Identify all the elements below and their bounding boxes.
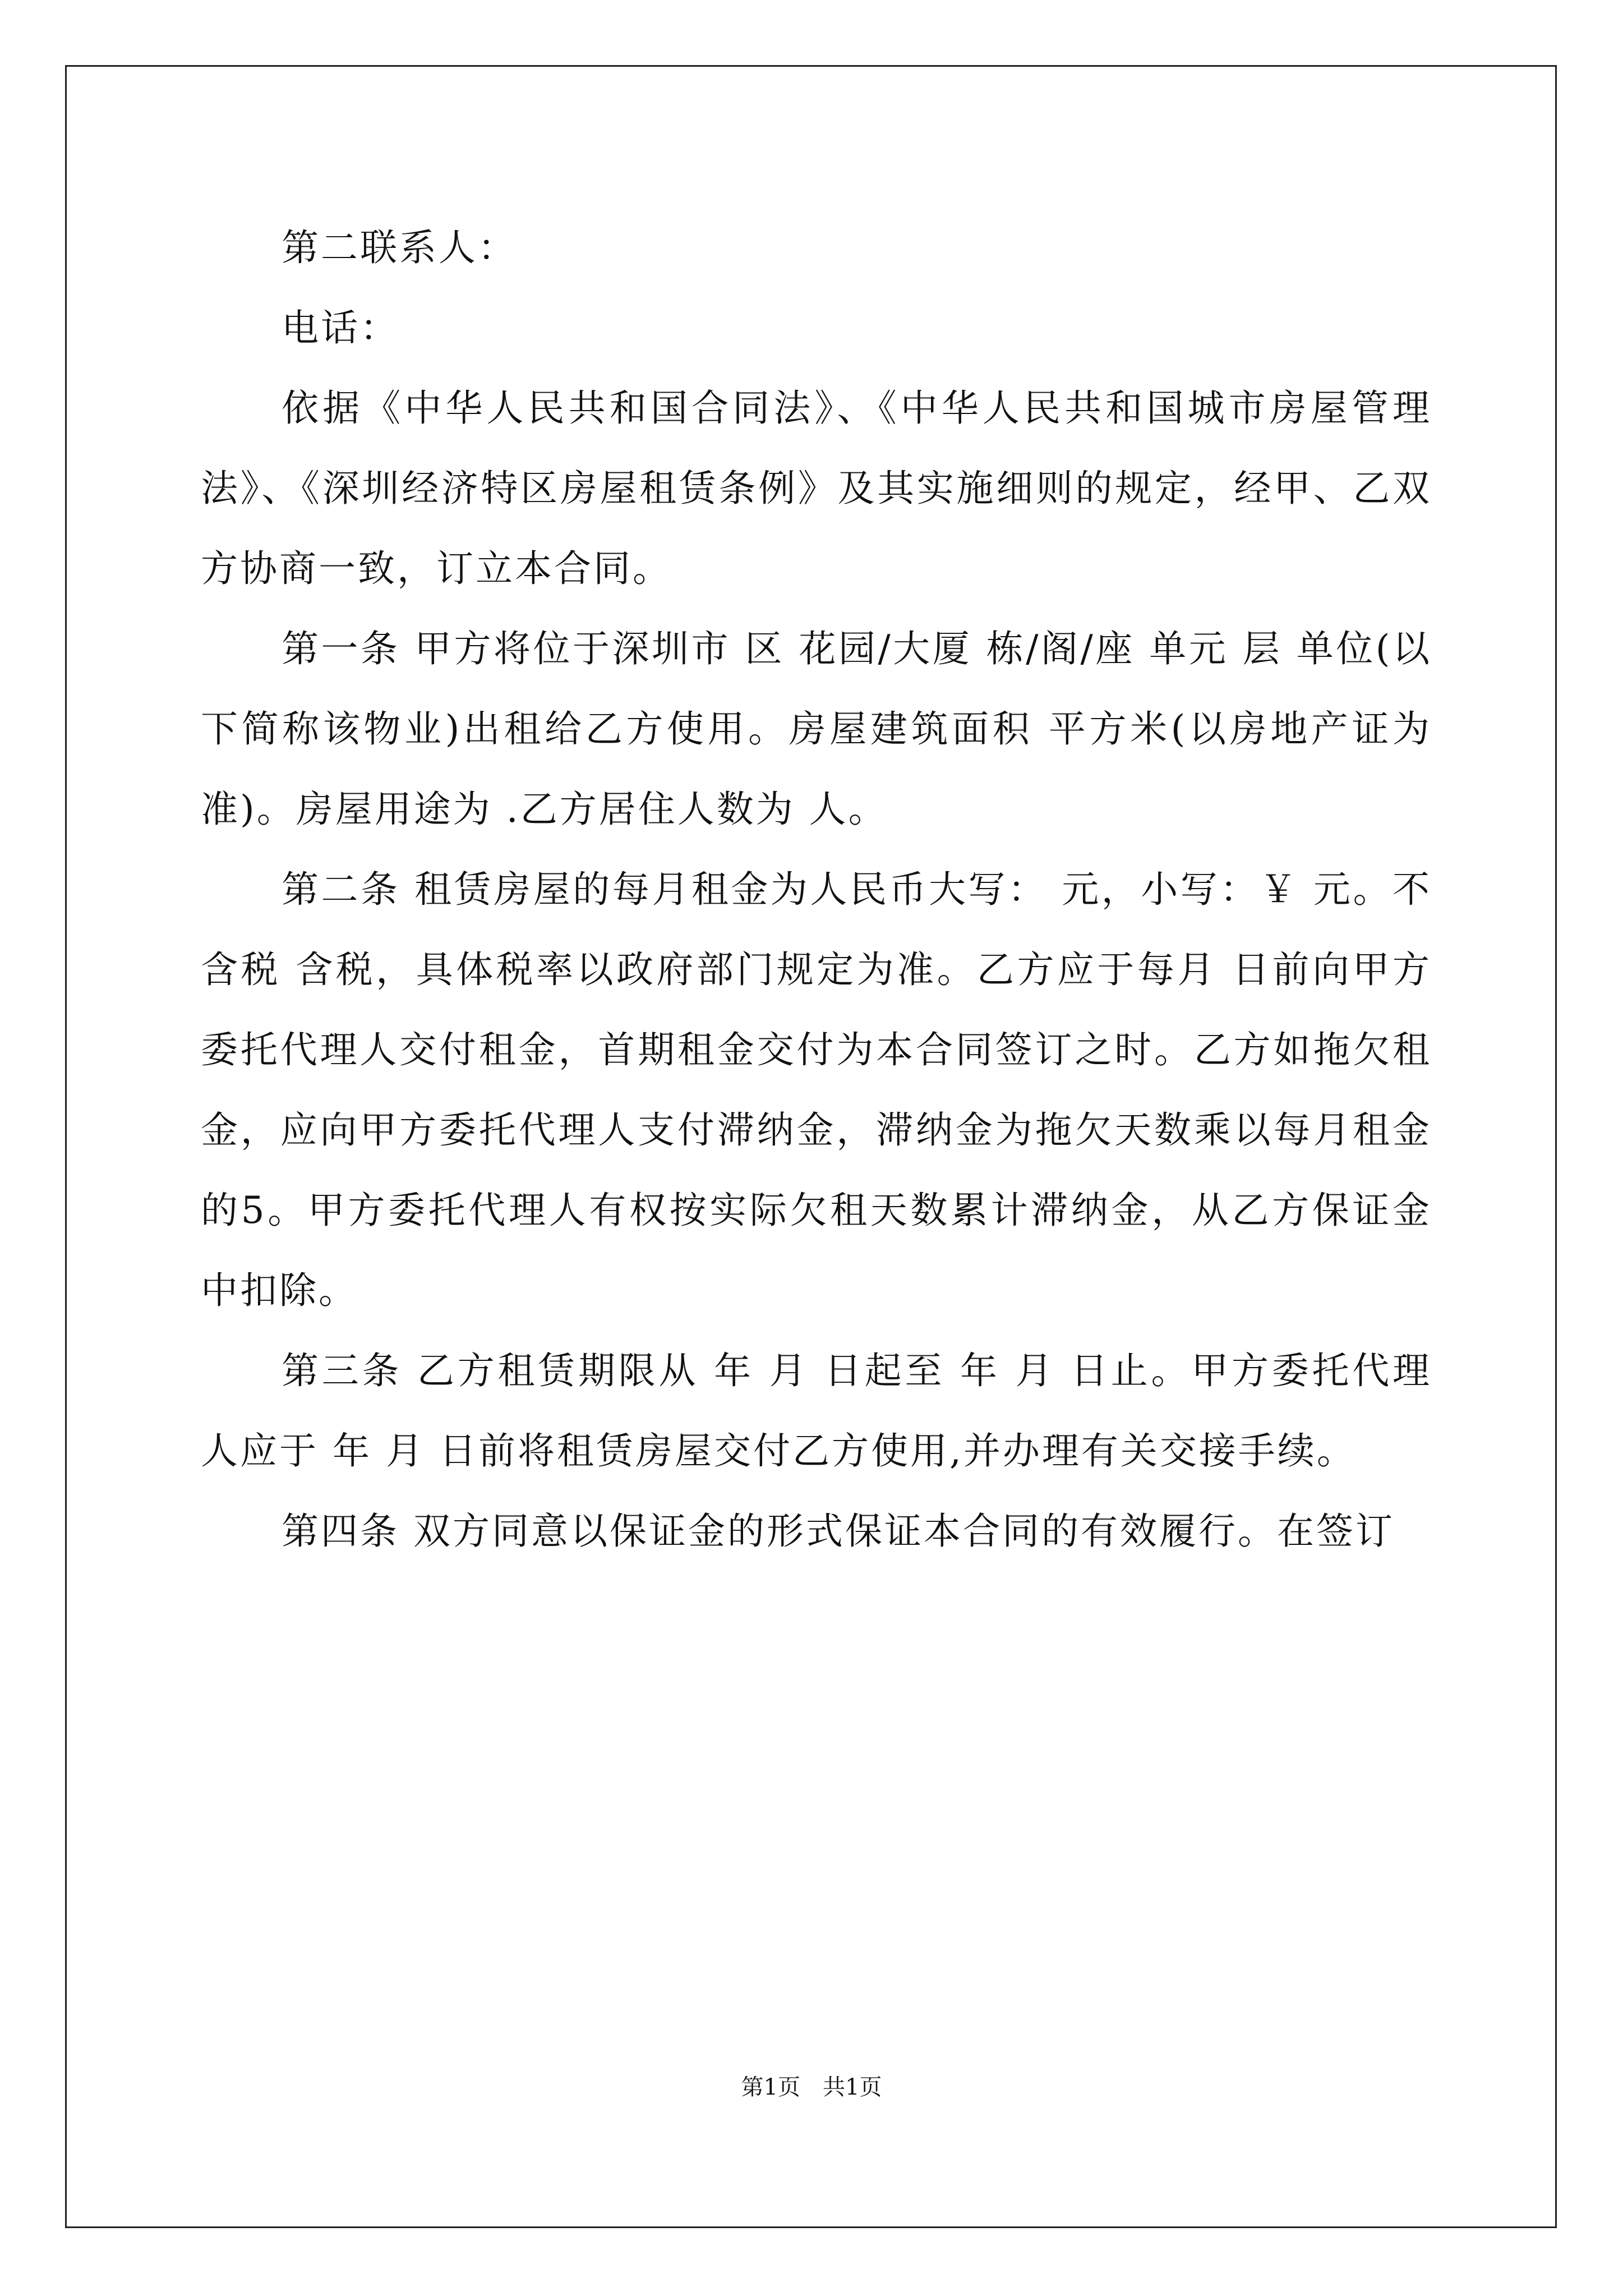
page-footer: 第1页 共1页 xyxy=(741,2074,882,2100)
paragraph-article-3: 第三条 乙方租赁期限从 年 月 日起至 年 月 日止。甲方委托代理人应于 年 月 日前将租赁房屋交付乙方使用,并办理有关交接手续。 xyxy=(201,1349,1432,1473)
paragraph-phone: 电话： xyxy=(282,306,399,349)
paragraph-article-1: 第一条 甲方将位于深圳市 区 花园/大厦 栋/阁/座 单元 层 单位(以下简称该物业)出租给乙方使用。房屋建筑面积 平方米(以房地产证为准)。房屋用途为 .乙方居住人数为 人。 xyxy=(201,627,1432,831)
paragraph-contact: 第二联系人： xyxy=(282,226,517,269)
paragraph-article-4: 第四条 双方同意以保证金的形式保证本合同的有效履行。在签订 xyxy=(282,1510,1395,1553)
paragraph-article-2: 第二条 租赁房屋的每月租金为人民币大写： 元，小写：￥ 元。不含税 含税，具体税率以政府部门规定为准。乙方应于每月 日前向甲方委托代理人交付租金，首期租金交付为本合同签订之时。乙方如拖欠租金，应向甲方委托代理人支付滞纳金，滞纳金为拖欠天数乘以每月租金的5。甲方委托代理人有权按实际欠租天数累计滞纳金，从乙方保证金中扣除。 xyxy=(201,868,1432,1312)
document-body xyxy=(201,208,1432,1571)
paragraph-preamble: 依据《中华人民共和国合同法》、《中华人民共和国城市房屋管理法》、《深圳经济特区房屋租赁条例》及其实施细则的规定，经甲、乙双方协商一致，订立本合同。 xyxy=(201,386,1432,590)
